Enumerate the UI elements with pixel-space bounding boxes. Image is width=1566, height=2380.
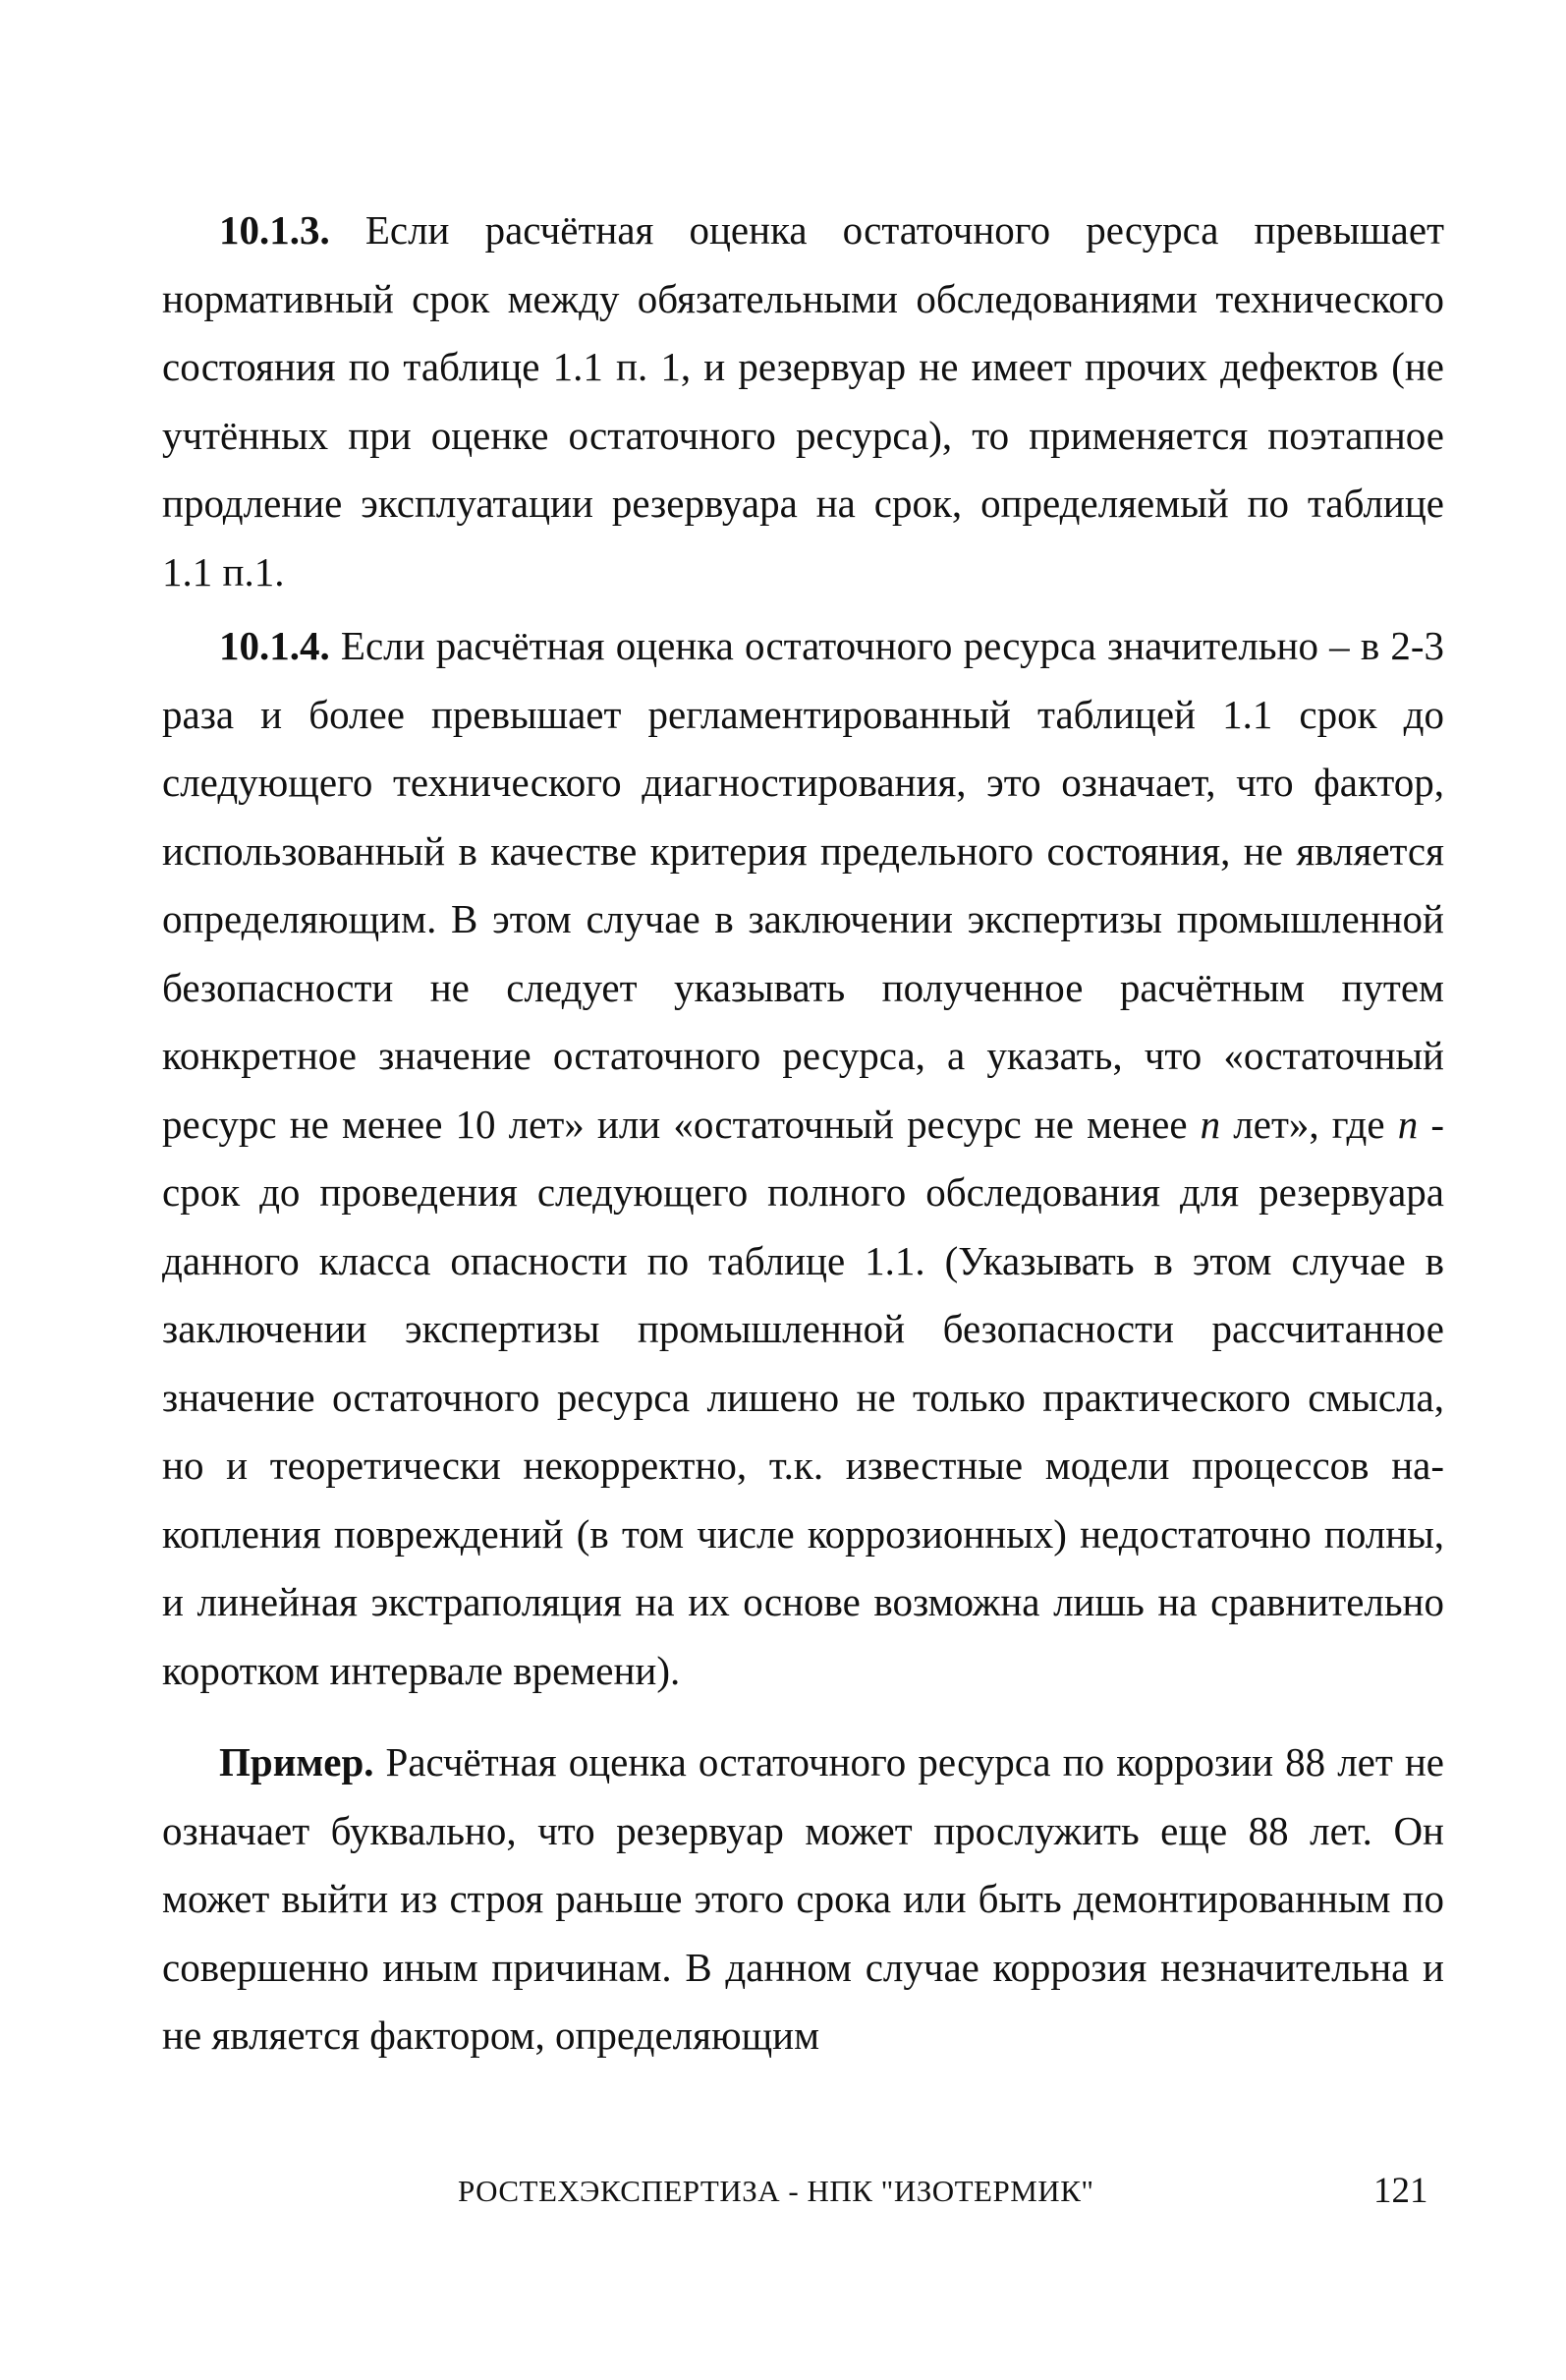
paragraph-text: лет», где [1220,1101,1398,1147]
footer-title: РОСТЕХЭКСПЕРТИЗА - НПК "ИЗОТЕРМИК" [458,2174,1094,2208]
example-label: Пример. [219,1739,374,1785]
paragraph-text: - срок до проведения следующего полного обследования для резервуара данного класса опасности по таблице 1.1. (Указывать в этом случае в заключении экспертизы промышленной безопасности рассчитанное значение остаточного ресурса лишено не только практического смысла, но и теоретически некорректно, т.к. известные модели процессов накопления повреждений (в том числе коррозионных) недостаточно полны, и линейная экстраполяция на их основе возможна лишь на сравнительно коротком интервале времени). [162,1101,1444,1693]
variable-n: n [1200,1101,1221,1147]
paragraph-text: Расчётная оценка остаточного ресурса по коррозии 88 лет не означает буквально, что резервуар может прослужить еще 88 лет. Он может выйти из строя раньше этого срока или быть демонтированным по совершенно иным причинам. В данном случае коррозия незначительна и не является фактором, определяющим [162,1739,1444,2058]
paragraph-10-1-4 [162,612,1444,1705]
paragraph-text: Если расчётная оценка остаточного ресурса значительно – в 2-3 раза и более превышает регламентированный таблицей 1.1 срок до следующего технического диагностирования, это означает, что фактор, использованный в качестве критерия предельного состояния, не является определяющим. В этом случае в заключении экспертизы промышленной безопасности не следует указывать полученное расчётным путем конкретное значение остаточного ресурса, а указать, что «остаточный ресурс не менее 10 лет» или «остаточный ресурс не менее [162,623,1444,1147]
page-footer [0,2171,1566,2223]
page-number: 121 [1373,2171,1428,2211]
paragraph-10-1-3 [162,197,1444,606]
paragraph-example [162,1728,1444,2070]
body-text [162,197,1444,2070]
variable-n: n [1397,1101,1419,1147]
clause-number: 10.1.4. [219,623,330,668]
clause-number: 10.1.3. [219,207,330,253]
paragraph-text: Если расчётная оценка остаточного ресурса превышает нормативный срок между обязательными обследованиями технического состояния по таблице 1.1 п. 1, и резервуар не имеет прочих дефектов (не учтённых при оценке остаточного ресурса), то применяется поэтапное продление эксплуатации резервуара на срок, определяемый по таблице 1.1 п.1. [162,207,1444,595]
